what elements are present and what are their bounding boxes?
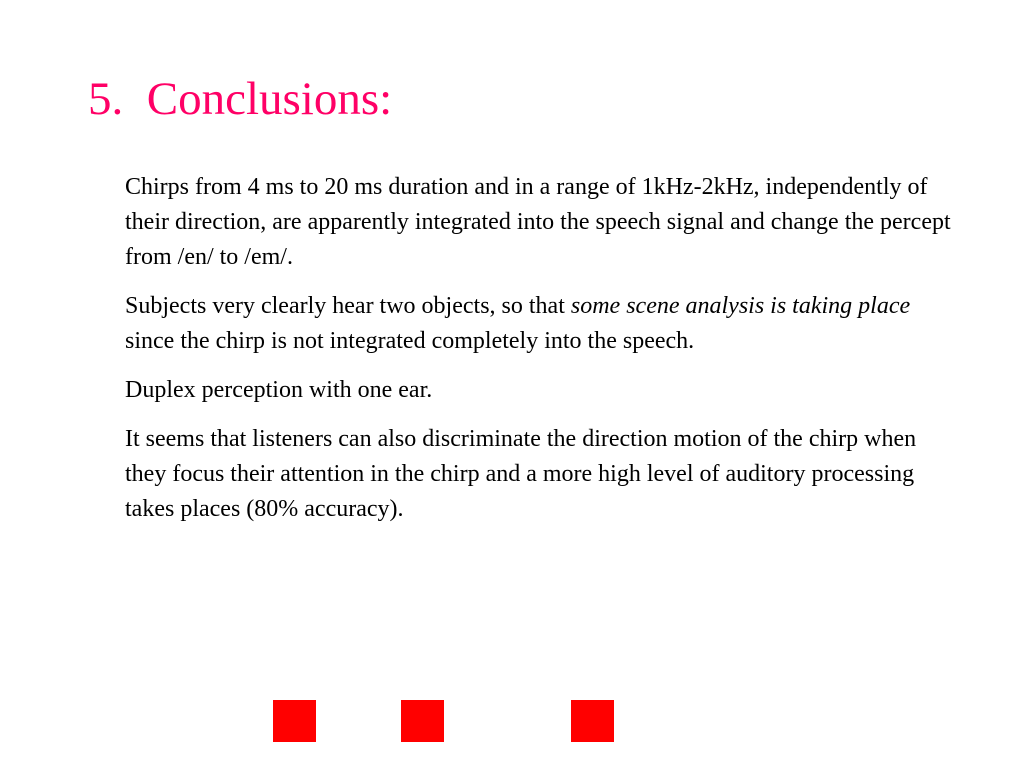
slide-body [125, 170, 955, 527]
paragraph-direction-discrimination: It seems that listeners can also discriminate the direction motion of the chirp when they focus their attention in the chirp and a more high level of auditory processing takes places (80% accuracy). [125, 426, 917, 522]
paragraph-chirp-integration: Chirps from 4 ms to 20 ms duration and in a range of 1kHz-2kHz, independently of their direction, are apparently integrated into the speech signal and change the percept from /en/ to /em/. [125, 174, 951, 270]
slide-title: 5. Conclusions: [88, 73, 393, 125]
paragraph-scene-analysis-lead: Subjects very clearly hear two objects, so that [125, 293, 571, 319]
red-square-decoration [571, 700, 614, 742]
paragraph-duplex-perception: Duplex perception with one ear. [125, 377, 433, 403]
paragraph-scene-analysis-emphasis: some scene analysis is taking place [570, 293, 911, 319]
red-square-decoration [273, 700, 316, 742]
paragraph-scene-analysis-tail: since the chirp is not integrated completely into the speech. [125, 328, 695, 354]
red-square-decoration [401, 700, 444, 742]
paragraph-scene-analysis [125, 289, 955, 359]
